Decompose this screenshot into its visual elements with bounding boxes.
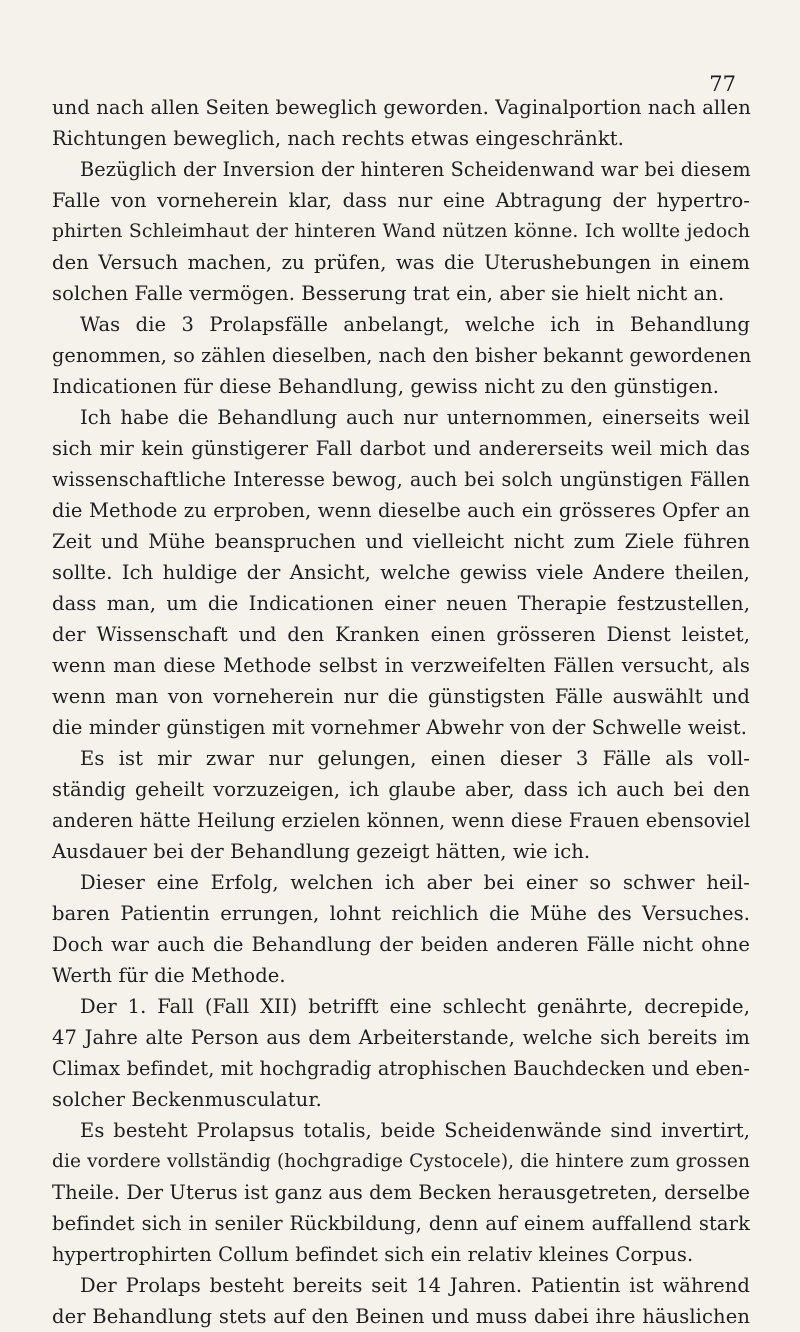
text-line: Theile. Der Uterus ist ganz aus dem Becken herausgetreten, derselbe (52, 1181, 751, 1204)
text-line: Es ist mir zwar nur gelungen, einen dieser 3 Fälle als voll- (80, 747, 750, 770)
text-line: solcher Beckenmusculatur. (52, 1088, 322, 1111)
text-line: Werth für die Methode. (52, 964, 286, 987)
text-line: solchen Falle vermögen. Besserung trat ein, aber sie hielt nicht an. (52, 282, 725, 305)
text-line: befindet sich in seniler Rückbildung, denn auf einem auffallend stark (52, 1212, 750, 1235)
text-line: die minder günstigen mit vornehmer Abwehr von der Schwelle weist. (52, 716, 748, 739)
page-number: 77 (709, 72, 736, 96)
text-line: sollte. Ich huldige der Ansicht, welche gewiss viele Andere theilen, (52, 561, 750, 584)
text-line: Bezüglich der Inversion der hinteren Scheidenwand war bei diesem (80, 158, 751, 181)
text-line: 47 Jahre alte Person aus dem Arbeiterstande, welche sich bereits im (52, 1026, 750, 1049)
text-line: wenn man von vorneherein nur die günstigsten Fälle auswählt und (52, 685, 750, 708)
text-line: Indicationen für diese Behandlung, gewiss nicht zu den günstigen. (52, 375, 720, 398)
text-line: Dieser eine Erfolg, welchen ich aber bei einer so schwer heil- (80, 871, 750, 894)
text-line: Climax befindet, mit hochgradig atrophischen Bauchdecken und eben- (52, 1057, 750, 1080)
text-line: die Methode zu erproben, wenn dieselbe auch ein grösseres Opfer an (52, 499, 750, 522)
text-line: wenn man diese Methode selbst in verzweifelten Fällen versucht, als (52, 654, 750, 677)
text-line: ständig geheilt vorzuzeigen, ich glaube aber, dass ich auch bei den (52, 778, 750, 801)
text-line: Falle von vorneherein klar, dass nur eine Abtragung der hypertro- (52, 189, 750, 212)
text-line: Der 1. Fall (Fall XII) betrifft eine schlecht genährte, decrepide, (80, 995, 750, 1018)
text-line: Richtungen beweglich, nach rechts etwas eingeschränkt. (52, 127, 624, 150)
text-line: baren Patientin errungen, lohnt reichlich die Mühe des Versuches. (52, 902, 750, 925)
text-line: wissenschaftliche Interesse bewog, auch bei solch ungünstigen Fällen (52, 468, 750, 491)
text-line: Doch war auch die Behandlung der beiden anderen Fälle nicht ohne (52, 933, 750, 956)
text-line: und nach allen Seiten beweglich geworden. Vaginalportion nach allen (52, 96, 751, 119)
text-line: den Versuch machen, zu prüfen, was die Uterushebungen in einem (52, 251, 750, 274)
text-line: genommen, so zählen dieselben, nach den bisher bekannt gewordenen (52, 344, 752, 367)
text-line: sich mir kein günstigerer Fall darbot und andererseits weil mich das (52, 437, 750, 460)
text-line: der Wissenschaft und den Kranken einen grösseren Dienst leistet, (52, 623, 750, 646)
text-line: Der Prolaps besteht bereits seit 14 Jahren. Patientin ist während (80, 1274, 750, 1297)
text-line: hypertrophirten Collum befindet sich ein relativ kleines Corpus. (52, 1243, 694, 1266)
text-line: anderen hätte Heilung erzielen können, wenn diese Frauen ebensoviel (52, 809, 751, 832)
text-line: Ich habe die Behandlung auch nur unternommen, einerseits weil (80, 406, 750, 429)
text-line: der Behandlung stets auf den Beinen und muss dabei ihre häuslichen (52, 1305, 750, 1328)
text-line: die vordere vollständig (hochgradige Cystocele), die hintere zum grossen (52, 1151, 750, 1172)
text-line: Ausdauer bei der Behandlung gezeigt hätten, wie ich. (52, 840, 591, 863)
body-text (52, 92, 750, 1332)
text-line: phirten Schleimhaut der hinteren Wand nützen könne. Ich wollte jedoch (52, 221, 750, 242)
text-line: dass man, um die Indicationen einer neuen Therapie festzustellen, (52, 592, 750, 615)
text-line: Es besteht Prolapsus totalis, beide Scheidenwände sind invertirt, (80, 1119, 750, 1142)
text-line: Zeit und Mühe beanspruchen und vielleicht nicht zum Ziele führen (52, 530, 750, 553)
text-line: Was die 3 Prolapsfälle anbelangt, welche ich in Behandlung (80, 313, 750, 336)
